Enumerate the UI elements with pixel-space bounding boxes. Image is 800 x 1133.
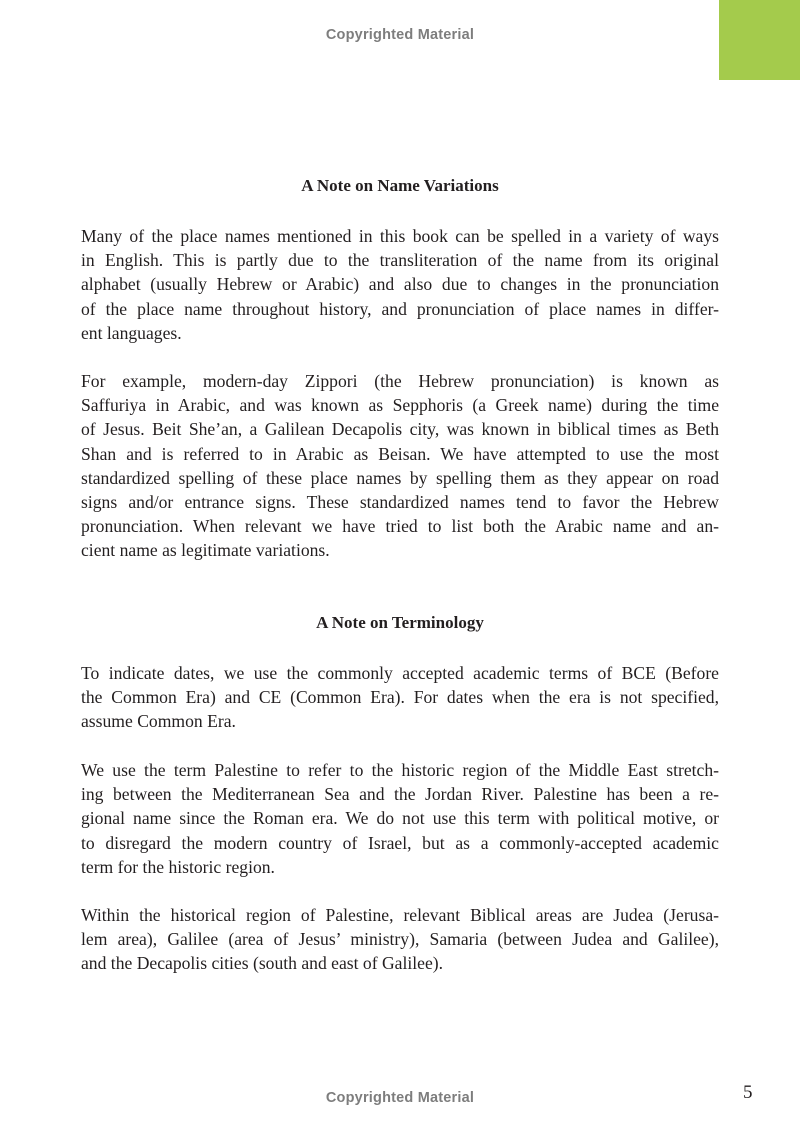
text-line: ing between the Mediterranean Sea and the Jordan River. Palestine has been a re- [81, 784, 719, 805]
text-line: lem area), Galilee (area of Jesus’ ministry), Samaria (between Judea and Galilee), [81, 929, 719, 950]
text-line: Many of the place names mentioned in this book can be spelled in a variety of ways [81, 226, 719, 246]
paragraph-terminology-2 [81, 758, 719, 879]
text-line: Saffuriya in Arabic, and was known as Sepphoris (a Greek name) during the time [81, 395, 719, 416]
text-line: of the place name throughout history, and pronunciation of place names in differ- [81, 298, 719, 319]
text-line: standardized spelling of these place names by spelling them as they appear on road [81, 467, 719, 488]
text-line: the Common Era) and CE (Common Era). For dates when the era is not specified, [81, 687, 719, 708]
section-heading-name-variations: A Note on Name Variations [301, 176, 499, 195]
watermark-bottom: Copyrighted Material [325, 1090, 475, 1106]
text-line: term for the historic region. [81, 856, 275, 877]
section-heading-terminology: A Note on Terminology [316, 613, 484, 632]
paragraph-terminology-1 [81, 661, 719, 734]
text-line: ent languages. [81, 322, 182, 343]
paragraph-terminology-3 [81, 903, 719, 976]
green-corner-tab [719, 0, 800, 80]
text-line: gional name since the Roman era. We do not use this term with political motive, or [81, 808, 719, 829]
watermark-top: Copyrighted Material [325, 27, 475, 43]
text-line: For example, modern-day Zippori (the Hebrew pronunciation) is known as [81, 371, 719, 391]
page-number: 5 [743, 1082, 753, 1103]
text-line: and the Decapolis cities (south and east of Galilee). [81, 953, 444, 974]
text-line: signs and/or entrance signs. These standardized names tend to favor the Hebrew [81, 492, 719, 513]
text-line: in English. This is partly due to the transliteration of the name from its original [81, 250, 719, 271]
text-line: Within the historical region of Palestine, relevant Biblical areas are Judea (Jerusa- [81, 905, 719, 925]
text-line: Shan and is referred to in Arabic as Beisan. We have attempted to use the most [81, 443, 719, 464]
paragraph-name-variations-1 [81, 224, 719, 345]
text-line: We use the term Palestine to refer to the historic region of the Middle East stretch- [81, 760, 719, 780]
text-line: To indicate dates, we use the commonly accepted academic terms of BCE (Before [81, 663, 719, 683]
text-line: cient name as legitimate variations. [81, 540, 330, 561]
text-line: of Jesus. Beit She’an, a Galilean Decapolis city, was known in biblical times as Beth [81, 419, 719, 440]
paragraph-name-variations-2 [81, 369, 719, 563]
text-line: alphabet (usually Hebrew or Arabic) and also due to changes in the pronunciation [81, 274, 719, 295]
text-line: to disregard the modern country of Israel, but as a commonly-accepted academic [81, 832, 719, 853]
text-line: assume Common Era. [81, 711, 236, 732]
text-line: pronunciation. When relevant we have tried to list both the Arabic name and an- [81, 516, 719, 537]
